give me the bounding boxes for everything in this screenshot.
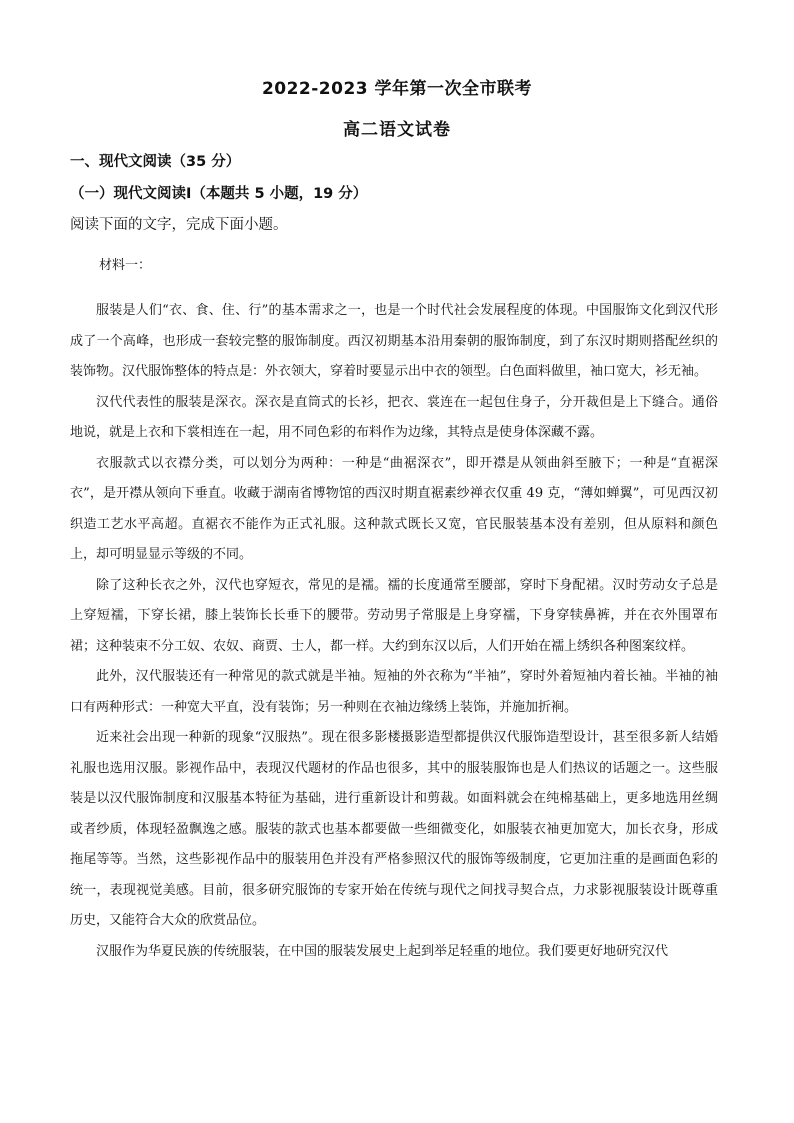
material-body xyxy=(70,296,718,967)
paragraph: 汉服作为华夏民族的传统服装，在中国的服装发展史上起到举足轻重的地位。我们要更好地研究汉代 xyxy=(96,943,669,959)
paragraph: 此外，汉代服装还有一种常见的款式就是半袖。短袖的外衣称为“半袖”，穿时外着短袖内着长袖。半袖的袖口有两种形式：一种宽大平直，没有装饰；另一种则在衣袖边缘绣上装饰，并施加折裥。 xyxy=(70,669,718,715)
material-label: 材料一： xyxy=(99,258,152,273)
exam-title: 2022-2023 学年第一次全市联考 xyxy=(261,79,533,99)
paragraph: 汉代代表性的服装是深衣。深衣是直筒式的长衫，把衣、裳连在一起包住身子，分开裁但是上下缝合。通俗地说，就是上衣和下裳相连在一起，用不同色彩的布料作为边缘，其特点是使身体深藏不露。 xyxy=(70,394,718,440)
paragraph: 近来社会出现一种新的现象“汉服热”。现在很多影楼摄影造型都提供汉代服饰造型设计，甚至很多新人结婚礼服也选用汉服。影视作品中，表现汉代题材的作品也很多，其中的服装服饰也是人们热议的话题之一。这些服装是以汉代服饰制度和汉服基本特征为基础，进行重新设计和剪裁。如面料就会在纯棉基础上，更多地选用丝绸或者纱质，体现轻盈飘逸之感。服装的款式也基本都要做一些细微变化，如服装衣袖更加宽大，加长衣身，形成拖尾等等。当然，这些影视作品中的服装用色并没有严格参照汉代的服饰等级制度，它更加注重的是画面色彩的统一，表现视觉美感。目前，很多研究服饰的专家开始在传统与现代之间找寻契合点，力求影视服装设计既尊重历史，又能符合大众的欣赏品位。 xyxy=(70,730,718,928)
paragraph: 除了这种长衣之外，汉代也穿短衣，常见的是襦。襦的长度通常至腰部，穿时下身配裙。汉时劳动女子总是上穿短襦，下穿长裙，膝上装饰长长垂下的腰带。劳动男子常服是上身穿襦，下身穿犊鼻裤，并在衣外围罩布裙；这种装束不分工奴、农奴、商贾、士人，都一样。大约到东汉以后，人们开始在襦上绣织各种图案纹样。 xyxy=(70,577,718,654)
section-heading: 一、现代文阅读（35 分） xyxy=(70,154,241,170)
subsection-heading: （一）现代文阅读Ⅰ（本题共 5 小题，19 分） xyxy=(70,186,368,202)
paragraph: 衣服款式以衣襟分类，可以划分为两种：一种是“曲裾深衣”，即开襟是从领曲斜至腋下；一种是“直裾深衣”，是开襟从领向下垂直。收藏于湖南省博物馆的西汉时期直裾素纱禅衣仅重 49 克，“薄如蝉翼”，可见西汉初织造工艺水平高超。直裾衣不能作为正式礼服。这种款式既长又宽，官民服装基本没有差别，但从原料和颜色上，却可明显显示等级的不同。 xyxy=(70,455,718,562)
paragraph: 服装是人们“衣、食、住、行”的基本需求之一，也是一个时代社会发展程度的体现。中国服饰文化到汉代形成了一个高峰，也形成一套较完整的服饰制度。西汉初期基本沿用秦朝的服饰制度，到了东汉时期则搭配丝织的装饰物。汉代服饰整体的特点是：外衣领大，穿着时要显示出中衣的领型。白色面料做里，袖口宽大，衫无袖。 xyxy=(70,303,718,379)
instruction-text: 阅读下面的文字，完成下面小题。 xyxy=(70,217,288,233)
exam-subtitle: 高二语文试卷 xyxy=(343,120,451,140)
